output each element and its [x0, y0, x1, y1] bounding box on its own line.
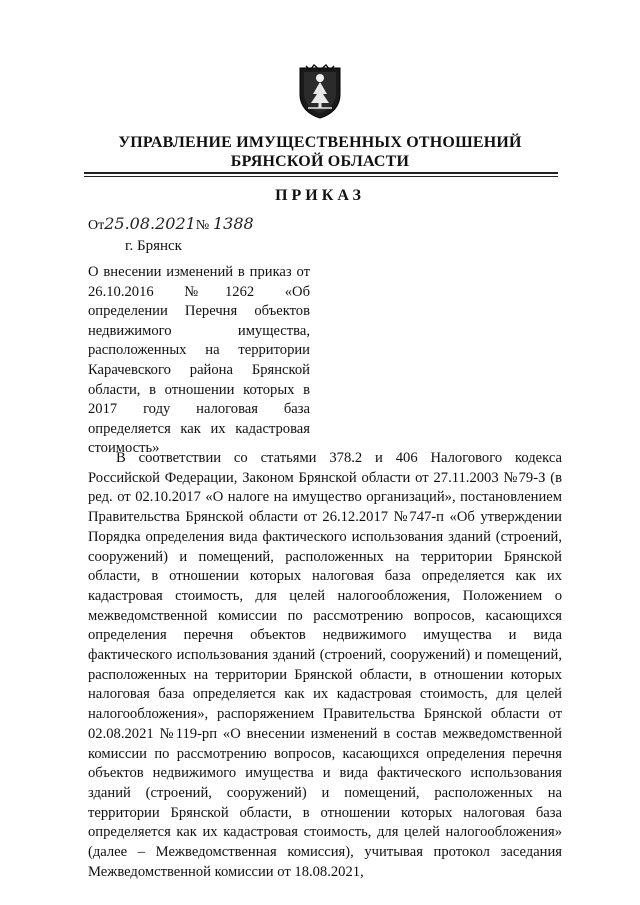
number-prefix: №	[195, 218, 210, 233]
coat-of-arms-emblem	[296, 64, 344, 120]
order-subject: О внесении изменений в приказ от 26.10.2016 №1262 «Об определении Перечня объектов недвижимого имущества, расположенных на территории Карачевского района Брянской области, в отношении которых в 2017 году налоговая база определяется как их кадастровая стоимость»	[88, 264, 310, 457]
header-divider-thin	[84, 176, 558, 177]
header-divider-thick	[84, 172, 558, 174]
handwritten-date: 25.08.2021	[104, 214, 196, 233]
date-prefix: От	[88, 218, 105, 233]
agency-name-line2: БРЯНСКОЙ ОБЛАСТИ	[230, 153, 410, 170]
agency-name	[0, 133, 640, 171]
bryansk-coat-of-arms-icon	[296, 64, 344, 120]
document-type-title: ПРИКАЗ	[275, 187, 365, 204]
city-line: г. Брянск	[125, 238, 182, 254]
agency-name-line1: УПРАВЛЕНИЕ ИМУЩЕСТВЕННЫХ ОТНОШЕНИЙ	[118, 134, 522, 151]
order-body-paragraph: В соответствии со статьями 378.2 и 406 Налогового кодекса Российской Федерации, Законом Брянской области от 27.11.2003 №79-З (в ред. от 02.10.2017 «О налоге на имущество организаций», постановлением Правительства Брянской области от 26.12.2017 №747-п «Об утверждении Порядка определения вида фактического использования зданий (строений, сооружений) и помещений, расположенных на территории Брянской области, в отношении которых налоговая база определяется как их кадастровая стоимость, для целей налогообложения, Положением о межведомственной комиссии по рассмотрению вопросов, касающихся определения перечня объектов недвижимого имущества и вида фактического использования зданий (строений, сооружений) и помещений, расположенных на территории Брянской области, в отношении которых налоговая база определяется как их кадастровая стоимость, для целей налогообложения», распоряжением Правительства Брянской области от 02.08.2021 №119-рп «О внесении изменений в состав межведомственной комиссии по рассмотрению вопросов, касающихся определения перечня объектов недвижимого имущества и вида фактического использования зданий (строений, сооружений) и помещений, расположенных на территории Брянской области, в отношении которых налоговая база определяется как их кадастровая стоимость, для целей налогообложения» (далее – Межведомственная комиссия), учитывая протокол заседания Межведомственной комиссии от 18.08.2021,	[88, 450, 562, 880]
date-number-line	[88, 214, 254, 234]
handwritten-number: 1388	[212, 214, 254, 233]
